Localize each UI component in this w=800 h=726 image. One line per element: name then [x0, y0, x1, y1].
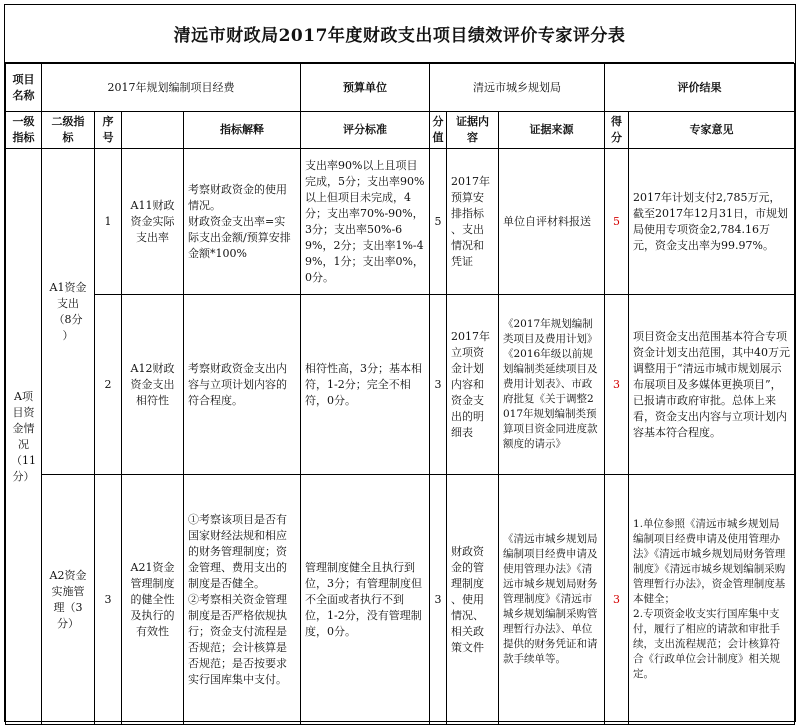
item-name-value: 2017年规划编制项目经费 — [42, 64, 301, 112]
row-score: 5 — [605, 149, 629, 295]
row-indicator: A12财政 资金支出 相符性 — [122, 295, 184, 475]
item-name-label: 项目 名称 — [6, 64, 42, 112]
header-seq: 序号 — [95, 112, 122, 149]
row-evidence-content: 2017年 立项资 金计划 内容和 资金支 出的明 细表 — [447, 295, 499, 475]
level2-indicator: A1资金 支出 （8分 ） — [42, 149, 95, 475]
header-evidence-source: 证据来源 — [499, 112, 605, 149]
row-explanation: 考察财政资金的使用情况。 财政资金支出率=实际支出金额/预算安排金额*100% — [184, 149, 301, 295]
budget-unit-label: 预算单位 — [301, 64, 430, 112]
row-evidence-source: 单位自评材料报送 — [499, 149, 605, 295]
budget-unit-value: 清远市城乡规划局 — [430, 64, 605, 112]
level2-indicator: A2资金 实施管 理（3 分） — [42, 475, 95, 725]
row-evidence-content: 2017年 预算安 排指标 、支出 情况和 凭证 — [447, 149, 499, 295]
project-info-row — [6, 64, 795, 112]
header-row — [6, 112, 795, 149]
row-score: 3 — [605, 475, 629, 725]
header-expert-opinion: 专家意见 — [629, 112, 795, 149]
row-standard: 支出率90%以上且项目完成，5分；支出率90%以上但项目未完成，4分；支出率70%-90%，3分；支出率50%-69%，2分；支出率1%-49%，1分；支出率0%，0分。 — [301, 149, 430, 295]
header-level2: 二级指 标 — [42, 112, 95, 149]
row-seq: 3 — [95, 475, 122, 725]
header-blank — [122, 112, 184, 149]
row-seq: 2 — [95, 295, 122, 475]
sheet-title: 清远市财政局2017年度财政支出项目绩效评价专家评分表 — [5, 5, 794, 63]
row-score-value: 3 — [430, 475, 447, 725]
header-evidence-content: 证据内 容 — [447, 112, 499, 149]
row-indicator: A21资金 管理制度 的健全性 及执行的 有效性 — [122, 475, 184, 725]
row-standard: 相符性高，3分；基本相符，1-2分；完全不相符，0分。 — [301, 295, 430, 475]
score-table — [5, 63, 795, 725]
table-row — [6, 295, 795, 475]
header-score-value: 分 值 — [430, 112, 447, 149]
header-level1: 一级 指标 — [6, 112, 42, 149]
row-explanation: 考察财政资金支出内容与立项计划内容的符合程度。 — [184, 295, 301, 475]
row-score-value: 5 — [430, 149, 447, 295]
header-score: 得 分 — [605, 112, 629, 149]
row-evidence-content: 财政资 金的管 理制度 、使用 情况、 相关政 策文件 — [447, 475, 499, 725]
row-seq: 1 — [95, 149, 122, 295]
row-indicator: A11财政 资金实际 支出率 — [122, 149, 184, 295]
score-sheet — [4, 4, 796, 722]
result-label: 评价结果 — [605, 64, 795, 112]
row-expert-opinion: 1.单位参照《清远市城乡规划局编制项目经费申请及使用管理办法》《清远市城乡规划局财务管理制度》《清远市城乡规划编制采购管理暂行办法》，资金管理制度基本健全； 2.专项资金收支实行国库集中支付，履行了相应的请款和审批手续，支出流程规范；会计核算符合《行政单位会计制度》相关规定。 — [629, 475, 795, 725]
row-evidence-source: 《2017年规划编制类项目及费用计划》《2016年级以前规划编制类延续项目及费用计划表》、市政府批复《关于调整2017年规划编制类预算项目资金同进度款额度的请示》 — [499, 295, 605, 475]
row-standard: 管理制度健全且执行到位，3分；有管理制度但不全面或者执行不到位，1-2分，没有管理制度，0分。 — [301, 475, 430, 725]
header-explanation: 指标解释 — [184, 112, 301, 149]
table-row — [6, 149, 795, 295]
table-row — [6, 475, 795, 725]
row-expert-opinion: 项目资金支出范围基本符合专项资金计划支出范围，其中40万元调整用于“清远市城市规划展示布展项目及多媒体更换项目”，已报请市政府审批。总体上来看，资金支出内容与立项计划内容基本符合程度。 — [629, 295, 795, 475]
row-explanation: ①考察该项目是否有国家财经法规和相应的财务管理制度；资金管理、费用支出的制度是否健全。 ②考察相关资金管理制度是否严格依规执行；资金支付流程是否规范；会计核算是否规范；是否按要求实行国库集中支付。 — [184, 475, 301, 725]
row-evidence-source: 《清远市城乡规划局编制项目经费申请及使用管理办法》《清远市城乡规划局财务管理制度》《清远市城乡规划编制采购管理暂行办法》、单位提供的财务凭证和请款手续单等。 — [499, 475, 605, 725]
header-standard: 评分标准 — [301, 112, 430, 149]
level1-indicator: A项 目资 金情 况 （11 分） — [6, 149, 42, 725]
row-score-value: 3 — [430, 295, 447, 475]
row-expert-opinion: 2017年计划支付2,785万元，截至2017年12月31日，市规划局使用专项资金2,784.16万元，资金支出率为99.97%。 — [629, 149, 795, 295]
row-score: 3 — [605, 295, 629, 475]
